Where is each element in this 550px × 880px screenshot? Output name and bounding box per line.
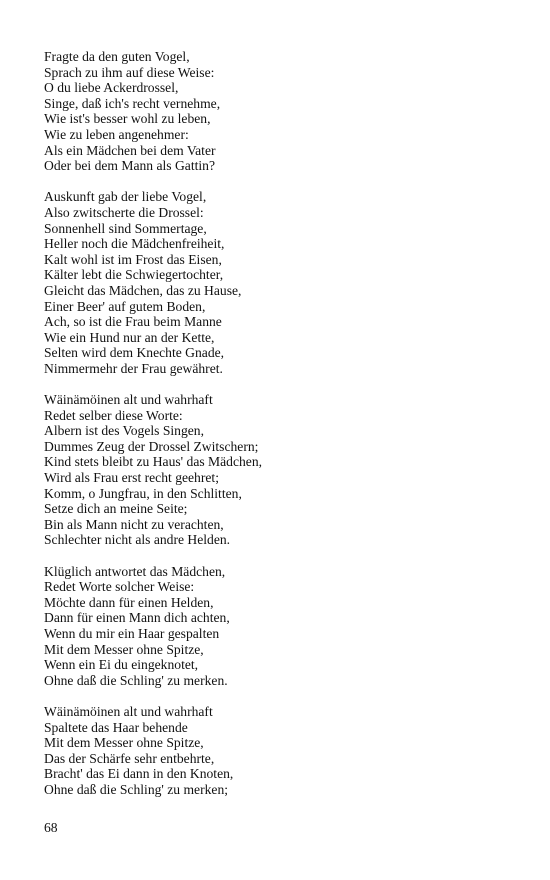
verse-line: Wenn du mir ein Haar gespalten	[44, 625, 220, 641]
verse-line: Ohne daß die Schling' zu merken;	[44, 781, 229, 797]
verse-line: O du liebe Ackerdrossel,	[44, 80, 179, 96]
verse-line: Mit dem Messer ohne Spitze,	[44, 641, 204, 657]
verse-line: Redet Worte solcher Weise:	[44, 579, 195, 595]
verse-line: Dummes Zeug der Drossel Zwitschern;	[44, 438, 259, 454]
verse-line: Dann für einen Mann dich achten,	[44, 610, 230, 626]
verse-line: Wird als Frau erst recht geehret;	[44, 470, 219, 486]
verse-line: Einer Beer' auf gutem Boden,	[44, 298, 206, 314]
verse-line: Spaltete das Haar behende	[44, 719, 188, 735]
verse-line: Wie ist's besser wohl zu leben,	[44, 111, 211, 127]
stanza-3	[44, 392, 504, 548]
verse-line: Ach, so ist die Frau beim Manne	[44, 314, 222, 330]
verse-line: Ohne daß die Schling' zu merken.	[44, 672, 228, 688]
verse-line: Mit dem Messer ohne Spitze,	[44, 735, 204, 751]
verse-line: Singe, daß ich's recht vernehme,	[44, 95, 221, 111]
verse-line: Kalt wohl ist im Frost das Eisen,	[44, 251, 222, 267]
verse-line: Komm, o Jungfrau, in den Schlitten,	[44, 485, 242, 501]
verse-line: Oder bei dem Mann als Gattin?	[44, 158, 216, 174]
verse-line: Wie ein Hund nur an der Kette,	[44, 329, 215, 345]
stanza-2	[44, 189, 504, 376]
verse-line: Wenn ein Ei du eingeknotet,	[44, 657, 199, 673]
verse-line: Als ein Mädchen bei dem Vater	[44, 142, 216, 158]
page-number: 68	[44, 820, 58, 835]
verse-line: Also zwitscherte die Drossel:	[44, 204, 204, 220]
verse-line: Bracht' das Ei dann in den Knoten,	[44, 766, 234, 782]
verse-line: Wäinämöinen alt und wahrhaft	[44, 392, 213, 408]
stanza-1	[44, 49, 504, 174]
verse-line: Kälter lebt die Schwiegertochter,	[44, 267, 224, 283]
verse-line: Nimmermehr der Frau gewähret.	[44, 360, 223, 376]
verse-line: Redet selber diese Worte:	[44, 407, 183, 423]
verse-line: Auskunft gab der liebe Vogel,	[44, 189, 207, 205]
verse-line: Heller noch die Mädchenfreiheit,	[44, 236, 225, 252]
verse-line: Sprach zu ihm auf diese Weise:	[44, 64, 215, 80]
verse-line: Möchte dann für einen Helden,	[44, 594, 214, 610]
stanza-5	[44, 704, 504, 798]
verse-line: Gleicht das Mädchen, das zu Hause,	[44, 282, 242, 298]
poem-text	[44, 49, 504, 813]
verse-line: Fragte da den guten Vogel,	[44, 49, 190, 64]
verse-line: Kind stets bleibt zu Haus' das Mädchen,	[44, 454, 263, 470]
verse-line: Albern ist des Vogels Singen,	[44, 423, 204, 439]
verse-line: Wäinämöinen alt und wahrhaft	[44, 703, 213, 719]
verse-line: Setze dich an meine Seite;	[44, 501, 188, 517]
verse-line: Sonnenhell sind Sommertage,	[44, 220, 207, 236]
verse-line: Wie zu leben angenehmer:	[44, 126, 189, 142]
verse-line: Bin als Mann nicht zu verachten,	[44, 516, 224, 532]
stanza-4	[44, 564, 504, 689]
verse-line: Schlechter nicht als andre Helden.	[44, 532, 231, 548]
verse-line: Klüglich antwortet das Mädchen,	[44, 563, 226, 579]
verse-line: Das der Schärfe sehr entbehrte,	[44, 750, 215, 766]
verse-line: Selten wird dem Knechte Gnade,	[44, 345, 225, 361]
